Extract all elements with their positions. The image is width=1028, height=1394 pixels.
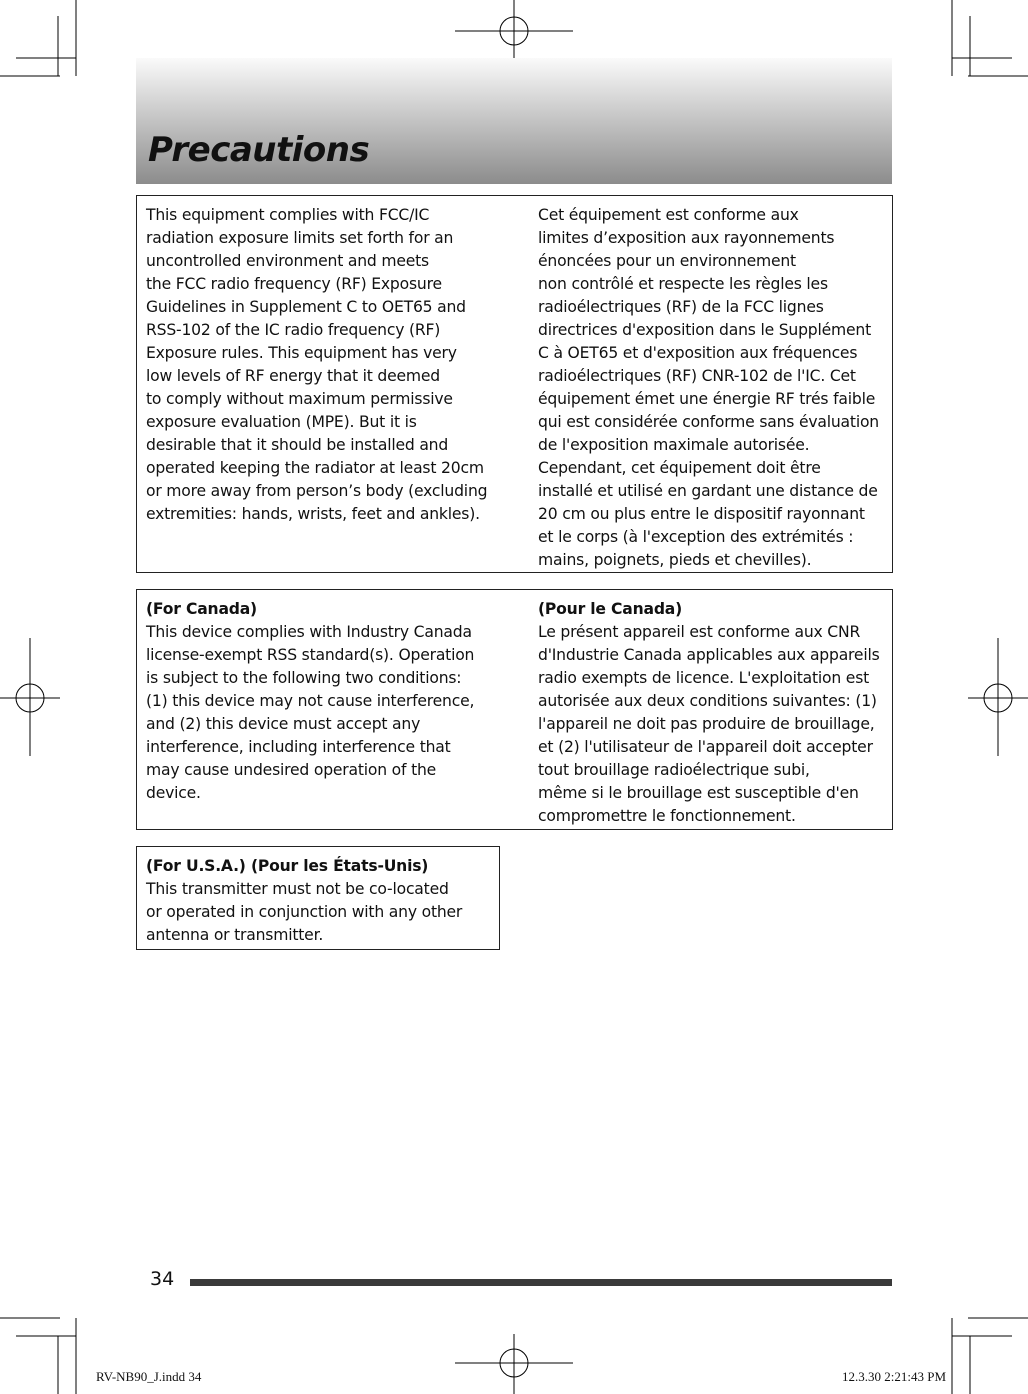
text-line: mains, poignets, pieds et chevilles). (538, 551, 812, 569)
text-line: autorisée aux deux conditions suivantes: (1) (538, 692, 877, 710)
heading-pour-le-canada: (Pour le Canada) (538, 600, 683, 618)
text-line: desirable that it should be installed and (146, 436, 449, 454)
english-text (146, 204, 487, 526)
text-line: to comply without maximum permissive (146, 390, 453, 408)
text-line: Le présent appareil est conforme aux CNR (538, 623, 861, 641)
french-text (538, 204, 879, 572)
usa-text (146, 855, 462, 947)
text-line: l'appareil ne doit pas produire de brouillage, (538, 715, 875, 733)
text-line: the FCC radio frequency (RF) Exposure (146, 275, 442, 293)
text-line: is subject to the following two conditions: (146, 669, 462, 687)
fcc-ic-exposure-box (136, 195, 893, 573)
text-line: This transmitter must not be co-located (146, 880, 449, 898)
text-line: operated keeping the radiator at least 20cm (146, 459, 484, 477)
page-title: Precautions (148, 130, 370, 170)
text-line: radiation exposure limits set forth for an (146, 229, 454, 247)
text-line: énoncées pour un environnement (538, 252, 796, 270)
french-text (538, 598, 880, 828)
text-line: qui est considérée conforme sans évaluation (538, 413, 879, 431)
english-text (146, 598, 474, 805)
text-line: This equipment complies with FCC/IC (146, 206, 430, 224)
text-line: 20 cm ou plus entre le dispositif rayonnant (538, 505, 865, 523)
text-line: device. (146, 784, 201, 802)
text-line: directrices d'exposition dans le Supplément (538, 321, 872, 339)
text-line: and (2) this device must accept any (146, 715, 421, 733)
heading-for-canada: (For Canada) (146, 600, 257, 618)
body (538, 621, 880, 828)
text-line: radio exempts de licence. L'exploitation est (538, 669, 870, 687)
text-line: low levels of RF energy that it deemed (146, 367, 440, 385)
text-line: compromettre le fonctionnement. (538, 807, 796, 825)
text-line: RSS-102 of the IC radio frequency (RF) (146, 321, 441, 339)
text-line: installé et utilisé en gardant une distance de (538, 482, 878, 500)
section-header (136, 58, 892, 184)
footer-rule (190, 1279, 892, 1286)
text-line: uncontrolled environment and meets (146, 252, 429, 270)
text-line: et (2) l'utilisateur de l'appareil doit accepter (538, 738, 873, 756)
text-line: équipement émet une énergie RF trés faible (538, 390, 876, 408)
text-line: may cause undesired operation of the (146, 761, 437, 779)
text-line: interference, including interference that (146, 738, 451, 756)
text-line: même si le brouillage est susceptible d'en (538, 784, 859, 802)
text-line: d'Industrie Canada applicables aux appareils (538, 646, 880, 664)
text-line: Guidelines in Supplement C to OET65 and (146, 298, 466, 316)
slug-file: RV-NB90_J.indd 34 (96, 1369, 202, 1384)
text-line: Exposure rules. This equipment has very (146, 344, 457, 362)
text-line: exposure evaluation (MPE). But it is (146, 413, 417, 431)
text-line: C à OET65 et d'exposition aux fréquences (538, 344, 858, 362)
body (146, 621, 474, 805)
text-line: extremities: hands, wrists, feet and ankles). (146, 505, 480, 523)
text-line: limites d’exposition aux rayonnements (538, 229, 835, 247)
text-line: tout brouillage radioélectrique subi, (538, 761, 810, 779)
page-number: 34 (150, 1268, 175, 1290)
heading-for-usa: (For U.S.A.) (Pour les États-Unis) (146, 857, 429, 875)
text-line: antenna or transmitter. (146, 926, 324, 944)
text-line: license-exempt RSS standard(s). Operation (146, 646, 475, 664)
text-line: non contrôlé et respecte les règles les (538, 275, 828, 293)
text-line: Cet équipement est conforme aux (538, 206, 799, 224)
canada-box (136, 589, 893, 830)
text-line: or more away from person’s body (excluding (146, 482, 488, 500)
text-line: de l'exposition maximale autorisée. (538, 436, 810, 454)
body (146, 878, 462, 947)
text-line: This device complies with Industry Canada (146, 623, 472, 641)
usa-box (136, 846, 500, 950)
text-line: radioélectriques (RF) de la FCC lignes (538, 298, 824, 316)
text-line: et le corps (à l'exception des extrémités : (538, 528, 854, 546)
text-line: radioélectriques (RF) CNR-102 de l'IC. Cet (538, 367, 856, 385)
slug-timestamp: 12.3.30 2:21:43 PM (841, 1369, 946, 1384)
text-line: or operated in conjunction with any other (146, 903, 463, 921)
text-line: (1) this device may not cause interference, (146, 692, 475, 710)
text-line: Cependant, cet équipement doit être (538, 459, 821, 477)
